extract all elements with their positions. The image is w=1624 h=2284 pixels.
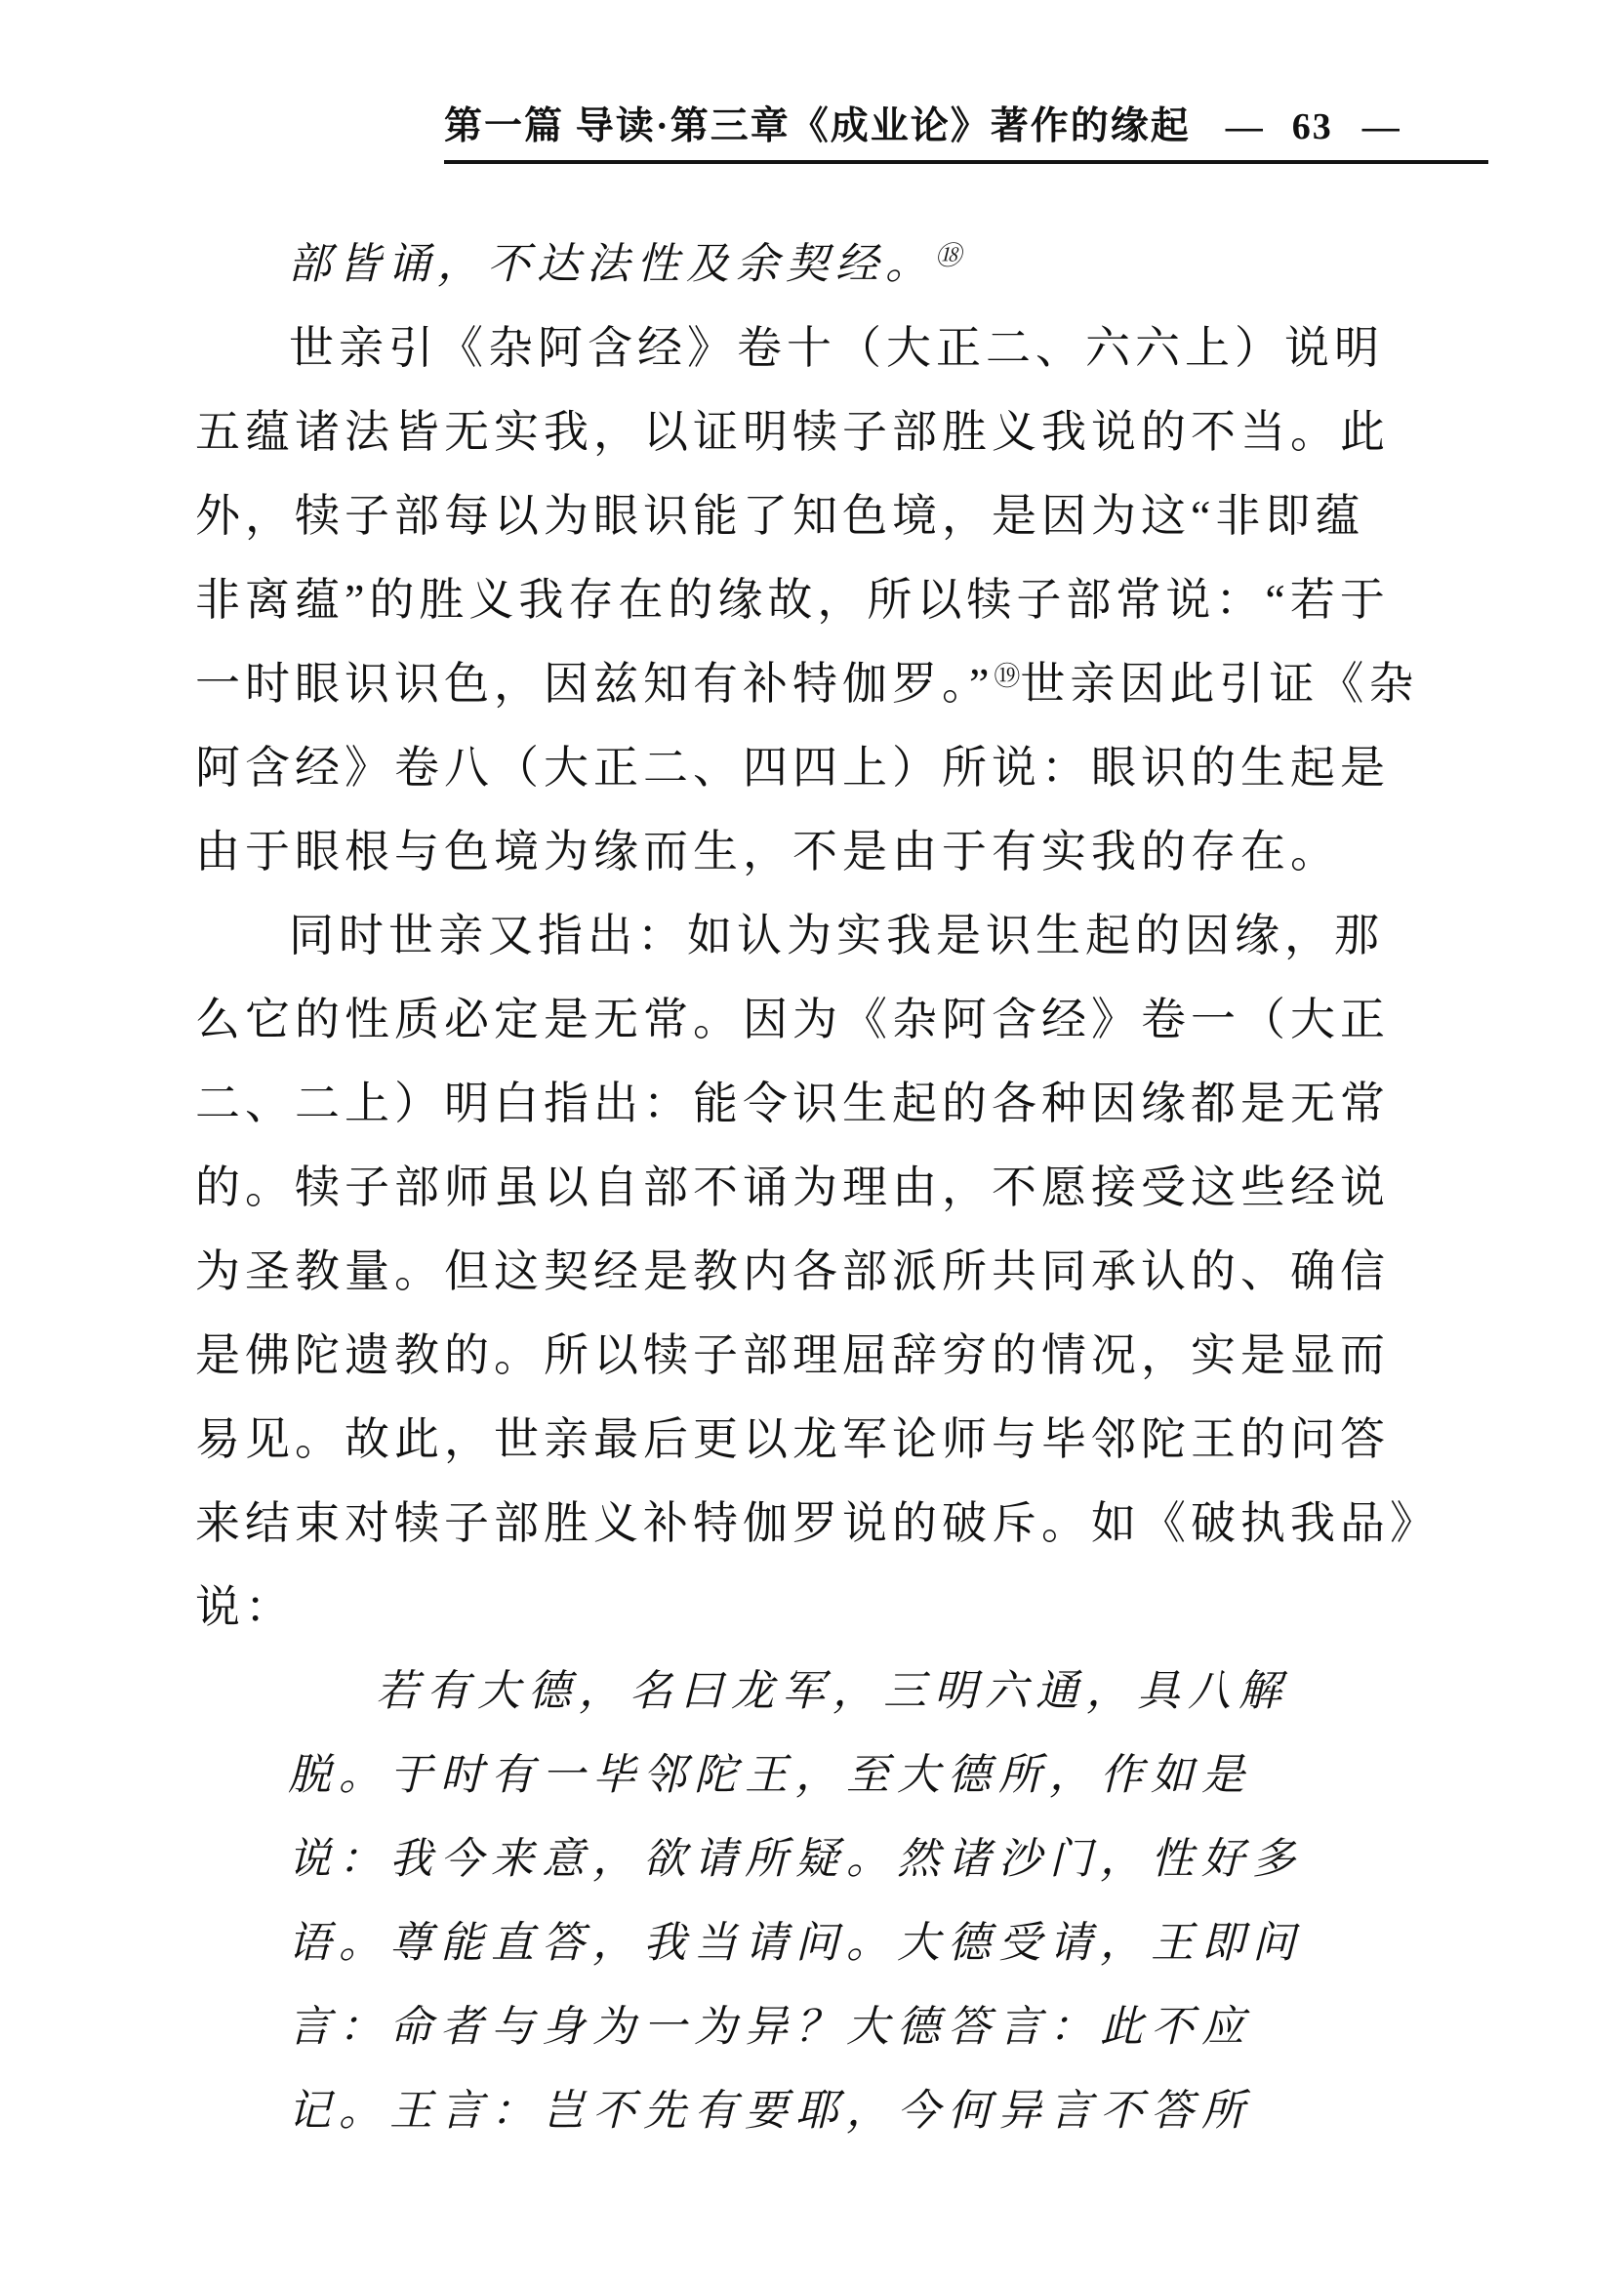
paragraph-1 [195,306,1419,894]
text-line: 脱。于时有一毕邻陀王，至大德所，作如是 [288,1751,1252,1799]
folio [1226,105,1400,148]
page-number: 63 [1291,106,1333,147]
quote-continuation [288,223,1415,306]
text-line: 为圣教量。但这契经是教内各部派所共同承认的、确信 [195,1246,1390,1296]
text-line: 部皆诵，不达法性及余契经。⑱ [288,240,961,288]
text-line: 语。尊能直答，我当请问。大德受请，王即问 [288,1919,1303,1967]
text-line: 的。犊子部师虽以自部不诵为理由，不愿接受这些经说 [195,1162,1390,1212]
folio-dash-left: — [1225,106,1263,147]
text-line: 非离蕴”的胜义我存在的缘故，所以犊子部常说：“若于 [195,575,1390,625]
text-line: 是佛陀遗教的。所以犊子部理屈辞穷的情况，实是显而 [195,1330,1390,1380]
text-line: 由于眼根与色境为缘而生，不是由于有实我的存在。 [195,827,1340,877]
text-line: 五蕴诸法皆无实我，以证明犊子部胜义我说的不当。此 [195,407,1390,457]
text-line: 言：命者与身为一为异？大德答言：此不应 [288,2003,1252,2051]
running-head [444,96,1488,164]
block-quote [195,1650,1415,2153]
text-body [195,223,1440,2153]
text-line: 外，犊子部每以为眼识能了知色境，是因为这“非即蕴 [195,491,1365,541]
text-line: 说： [195,1582,295,1632]
paragraph-2 [195,894,1440,1650]
note-ref: ⑱ [935,241,961,270]
text-line: 么它的性质必定是无常。因为《杂阿含经》卷一（大正 [195,995,1390,1044]
text-line: 世亲引《杂阿含经》卷十（大正二、六六上）说明 [289,323,1384,373]
text-line: 同时世亲又指出：如认为实我是识生起的因缘，那 [289,911,1384,960]
text-line: 记。王言：岂不先有要耶，今何异言不答所 [288,2087,1252,2135]
note-ref: ⑲ [994,662,1021,691]
text-line: 来结束对犊子部胜义补特伽罗说的破斥。如《破执我品》 [195,1498,1440,1548]
text-line: 易见。故此，世亲最后更以龙军论师与毕邻陀王的问答 [195,1414,1390,1464]
text-line: 一时眼识识色，因兹知有补特伽罗。”⑲世亲因此引证《杂 [195,659,1419,709]
folio-dash-right: — [1361,106,1400,147]
chapter-title: 第一篇 导读·第三章《成业论》著作的缘起 [444,105,1191,147]
text-line: 二、二上）明白指出：能令识生起的各种因缘都是无常 [195,1079,1390,1128]
text-line: 说：我今来意，欲请所疑。然诸沙门，性好多 [288,1835,1303,1883]
text-line: 若有大德，名曰龙军，三明六通，具八解 [376,1667,1289,1715]
text-line: 阿含经》卷八（大正二、四四上）所说：眼识的生起是 [195,743,1390,793]
